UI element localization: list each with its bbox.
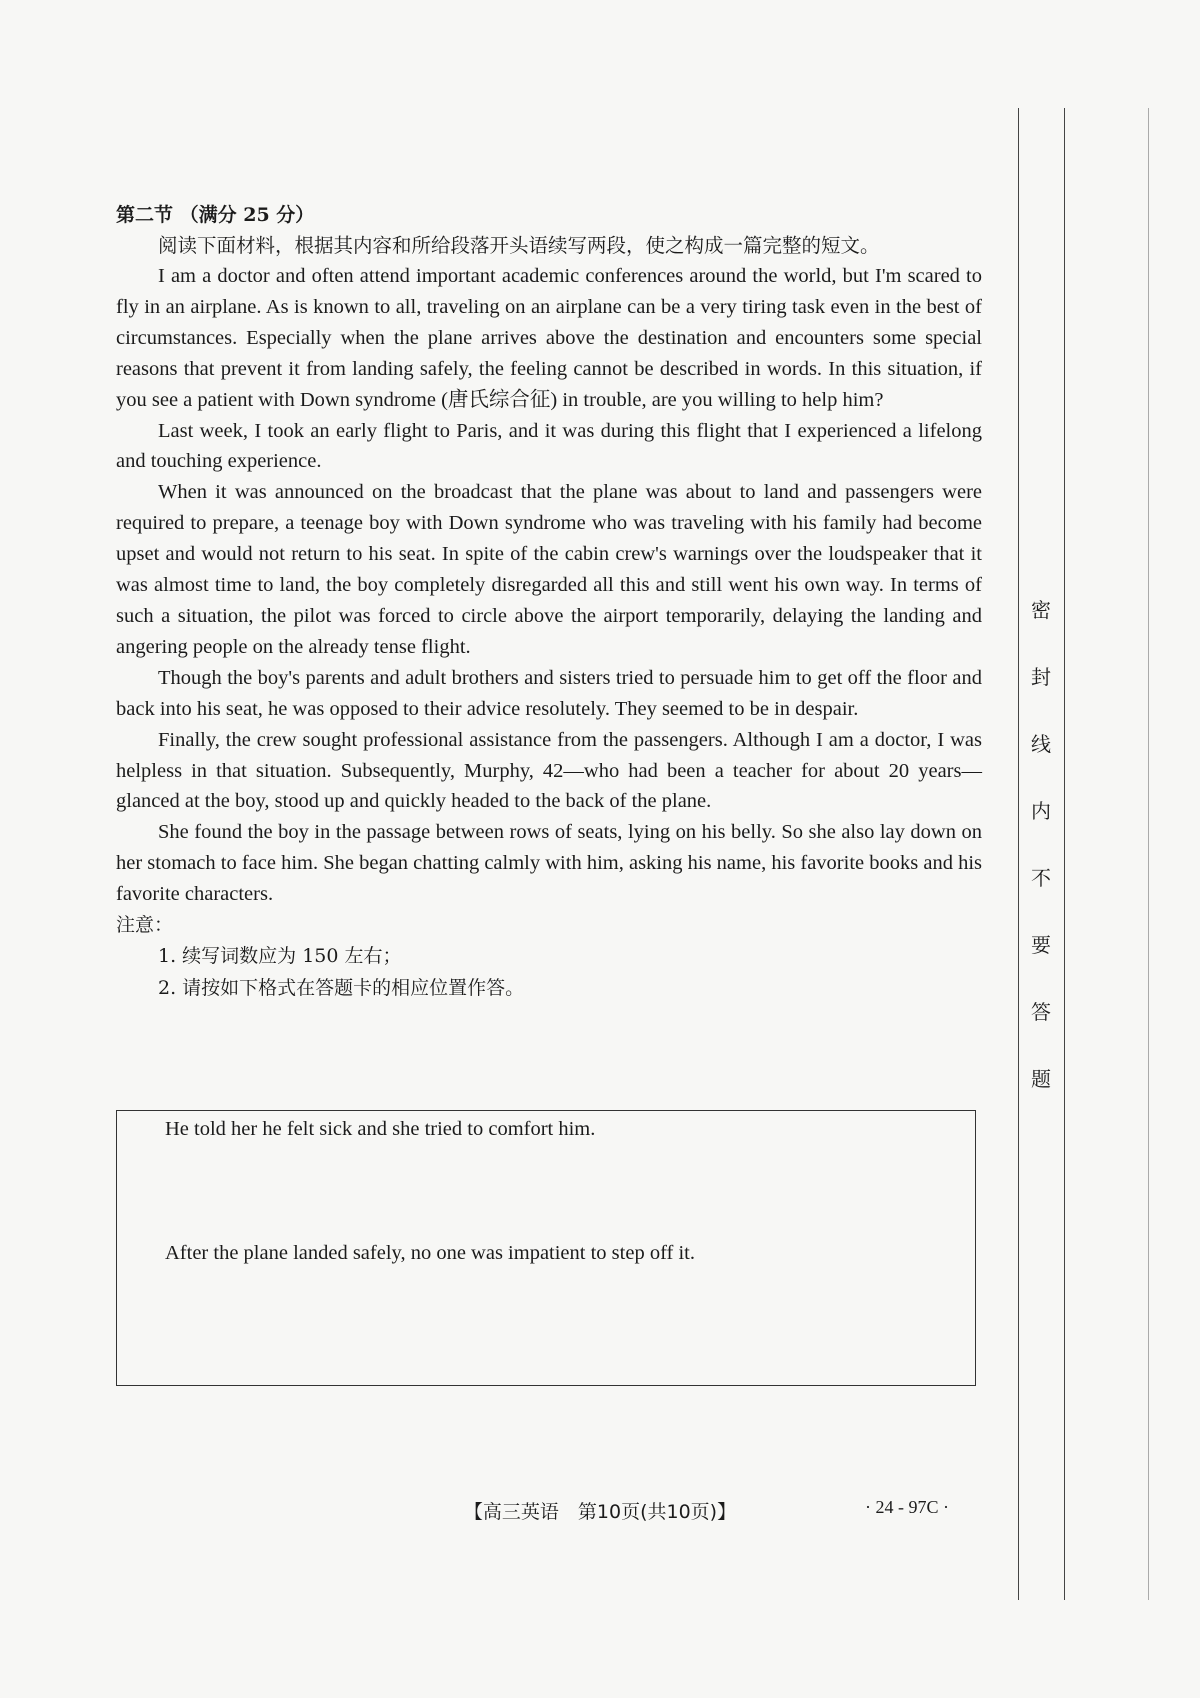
- answer-box: [116, 1110, 976, 1386]
- reading-section: [116, 200, 982, 1004]
- seal-char: 封: [1031, 665, 1051, 689]
- passage-paragraph: She found the boy in the passage between rows of seats, lying on his belly. So she also lay down on her stomach to face him. She began chatting calmly with him, asking his name, his favorite books and his favorite characters.: [116, 821, 982, 906]
- note-item: 1. 续写词数应为 150 左右；: [158, 945, 402, 968]
- passage-paragraph: Finally, the crew sought professional assistance from the passengers. Although I am a doctor, I was helpless in that situation. Subsequently, Murphy, 42—who had been a teacher for about 20 years—glanced at the boy, stood up and quickly headed to the back of the plane.: [116, 728, 982, 813]
- page-label: 【高三英语 第10页(共10页)】: [463, 1501, 737, 1523]
- passage-paragraph: Last week, I took an early flight to Paris, and it was during this flight that I experienced a lifelong and touching experience.: [116, 419, 982, 473]
- seal-char: 内: [1031, 799, 1051, 823]
- binding-line: [1064, 108, 1065, 1600]
- seal-char: 答: [1031, 1000, 1051, 1024]
- seal-char: 题: [1031, 1067, 1051, 1091]
- seal-char: 线: [1031, 732, 1051, 756]
- paragraph-opener-2: After the plane landed safely, no one was impatient to step off it.: [165, 1242, 695, 1264]
- seal-char: 密: [1031, 598, 1051, 622]
- passage-paragraph: I am a doctor and often attend important academic conferences around the world, but I'm scared to fly in an airplane. As is known to all, traveling on an airplane can be a very tiring task even in the best of circumstances. Especially when the plane arrives above the destination and encounters some special reasons that prevent it from landing safely, the feeling cannot be described in words. In this situation, if you see a patient with Down syndrome (唐氏综合征) in trouble, are you willing to help him?: [116, 265, 982, 411]
- seal-line-notice: [1026, 594, 1056, 1130]
- passage-paragraph: When it was announced on the broadcast that the plane was about to land and passengers were required to prepare, a teenage boy with Down syndrome who was traveling with his family had become upset and would not return to his seat. In spite of the cabin crew's warnings over the loudspeaker that it was almost time to land, the boy completely disregarded all this and still went his own way. In terms of such a situation, the pilot was forced to circle above the airport temporarily, delaying the landing and angering people on the already tense flight.: [116, 481, 982, 658]
- page-edge-line: [1148, 108, 1149, 1600]
- page-footer: [0, 1497, 1200, 1524]
- section-title: 第二节 （满分 25 分）: [116, 204, 315, 226]
- section-instruction: 阅读下面材料，根据其内容和所给段落开头语续写两段，使之构成一篇完整的短文。: [158, 234, 880, 257]
- passage-paragraph: Though the boy's parents and adult brothers and sisters tried to persuade him to get off the floor and back into his seat, he was opposed to their advice resolutely. They seemed to be in despair.: [116, 666, 982, 720]
- notes-heading: 注意：: [116, 914, 174, 937]
- paper-code: · 24 - 97C ·: [865, 1497, 949, 1517]
- paragraph-opener-1: He told her he felt sick and she tried to comfort him.: [165, 1118, 596, 1140]
- note-item: 2. 请按如下格式在答题卡的相应位置作答。: [158, 977, 525, 1000]
- seal-char: 不: [1031, 866, 1051, 890]
- binding-line: [1018, 108, 1019, 1600]
- seal-char: 要: [1031, 933, 1051, 957]
